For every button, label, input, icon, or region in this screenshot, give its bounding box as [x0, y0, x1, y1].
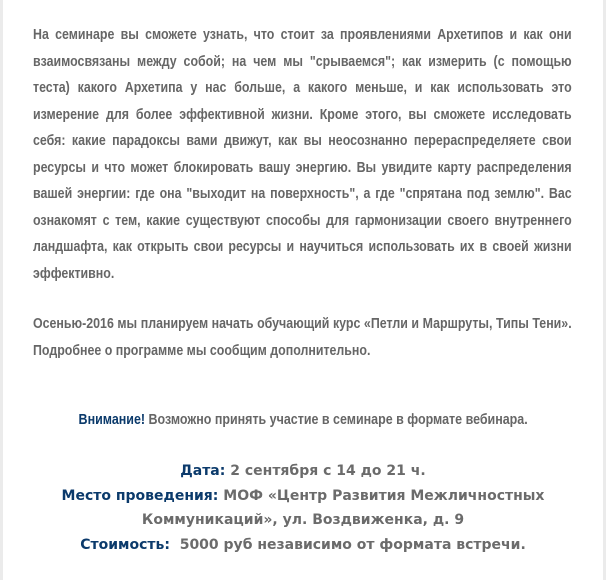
course-paragraph: Осенью-2016 мы планируем начать обучающий курс «Петли и Маршруты, Типы Тени». Подробнее о программе мы сообщим дополнительно.	[33, 316, 572, 359]
venue-line	[3, 484, 603, 509]
intro-paragraph: На семинаре вы сможете узнать, что стоит за проявлениями Архетипов и как они взаимосвязаны между собой; на чем мы "срываемся"; как измерить (с помощью теста) какого Архетипа у нас больше, а какого меньше, и как использовать это измерение для более эффективной жизни. Кроме этого, вы сможете исследовать себя: какие парадоксы вами движут, как вы неосознанно перераспределяете свои ресурсы и что может блокировать вашу энергию. Вы увидите карту распределения вашей энергии: где она "выходит на поверхность", а где "спрятана под землю". Вас ознакомят с тем, какие существуют способы для гармонизации своего внутреннего ландшафта, как открыть свои ресурсы и научиться использовать их в своей жизни эффективно.	[33, 27, 572, 282]
date-label: Дата:	[180, 463, 226, 479]
intro-paragraph-wrap	[33, 22, 572, 287]
price-value: 5000 руб независимо от формата встречи.	[169, 536, 526, 553]
price-line	[3, 533, 603, 558]
venue-line-2	[3, 508, 603, 533]
notice-text: Возможно принять участие в семинаре в формате вебинара.	[144, 412, 528, 428]
webinar-notice	[3, 412, 603, 428]
date-line	[3, 459, 603, 484]
notice-label: Внимание!	[78, 412, 145, 428]
venue-value-cont: Коммуникаций», ул. Воздвиженка, д. 9	[141, 512, 465, 528]
date-value: 2 сентября с 14 до 21 ч.	[225, 463, 426, 479]
page	[3, 0, 603, 580]
course-paragraph-wrap	[33, 311, 572, 364]
venue-label: Место проведения:	[61, 487, 219, 504]
venue-value: МОФ «Центр Развития Межличностных	[218, 487, 545, 504]
price-label: Стоимость:	[80, 536, 170, 553]
event-details	[3, 459, 603, 557]
